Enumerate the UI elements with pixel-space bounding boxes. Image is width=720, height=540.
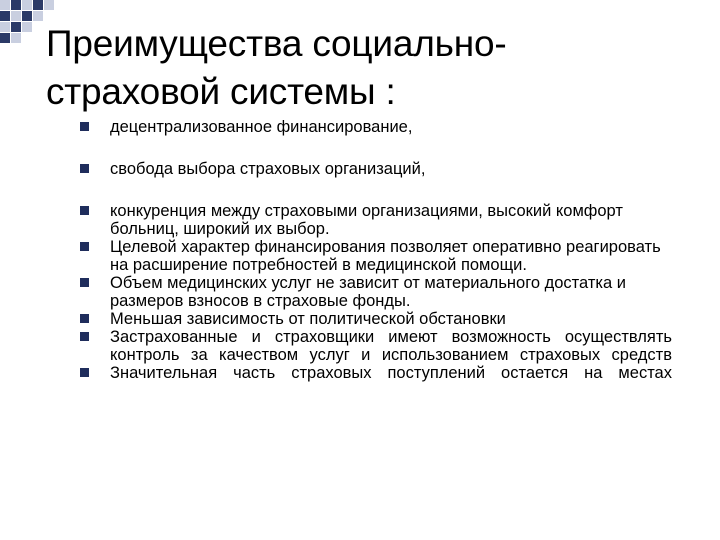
list-item: [80, 202, 672, 238]
advantages-list: [80, 118, 672, 382]
list-item: [80, 118, 672, 136]
list-item: [80, 160, 672, 178]
list-item-text: Застрахованные и страховщики имеют возможность осуществлять контроль за качеством услуг и использованием страховых средств: [110, 328, 672, 364]
square-bullet-icon: [80, 332, 89, 341]
list-item-text: Объем медицинских услуг не зависит от материального достатка и размеров взносов в страховые фонды.: [110, 274, 626, 310]
square-bullet-icon: [80, 206, 89, 215]
list-item-text: Целевой характер финансирования позволяет оперативно реагировать на расширение потребностей в медицинской помощи.: [110, 238, 661, 274]
list-item-text: децентрализованное финансирование,: [110, 118, 413, 136]
list-item-text: Меньшая зависимость от политической обстановки: [110, 310, 506, 328]
square-bullet-icon: [80, 242, 89, 251]
list-item-text: Значительная часть страховых поступлений остается на местах: [110, 364, 672, 382]
list-item-text: конкуренция между страховыми организациями, высокий комфорт больниц, широкий их выбор.: [110, 202, 623, 238]
slide-title-line-1: Преимущества социально-: [46, 23, 507, 64]
square-bullet-icon: [80, 122, 89, 131]
slide-title: [46, 20, 686, 116]
list-item: [80, 310, 672, 328]
square-bullet-icon: [80, 314, 89, 323]
list-item-text: свобода выбора страховых организаций,: [110, 160, 426, 178]
square-bullet-icon: [80, 278, 89, 287]
square-bullet-icon: [80, 164, 89, 173]
list-item: [80, 328, 672, 364]
list-item: [80, 238, 672, 274]
square-bullet-icon: [80, 368, 89, 377]
list-item: [80, 274, 672, 310]
list-item: [80, 364, 672, 382]
slide-title-line-2: страховой системы :: [46, 71, 396, 112]
